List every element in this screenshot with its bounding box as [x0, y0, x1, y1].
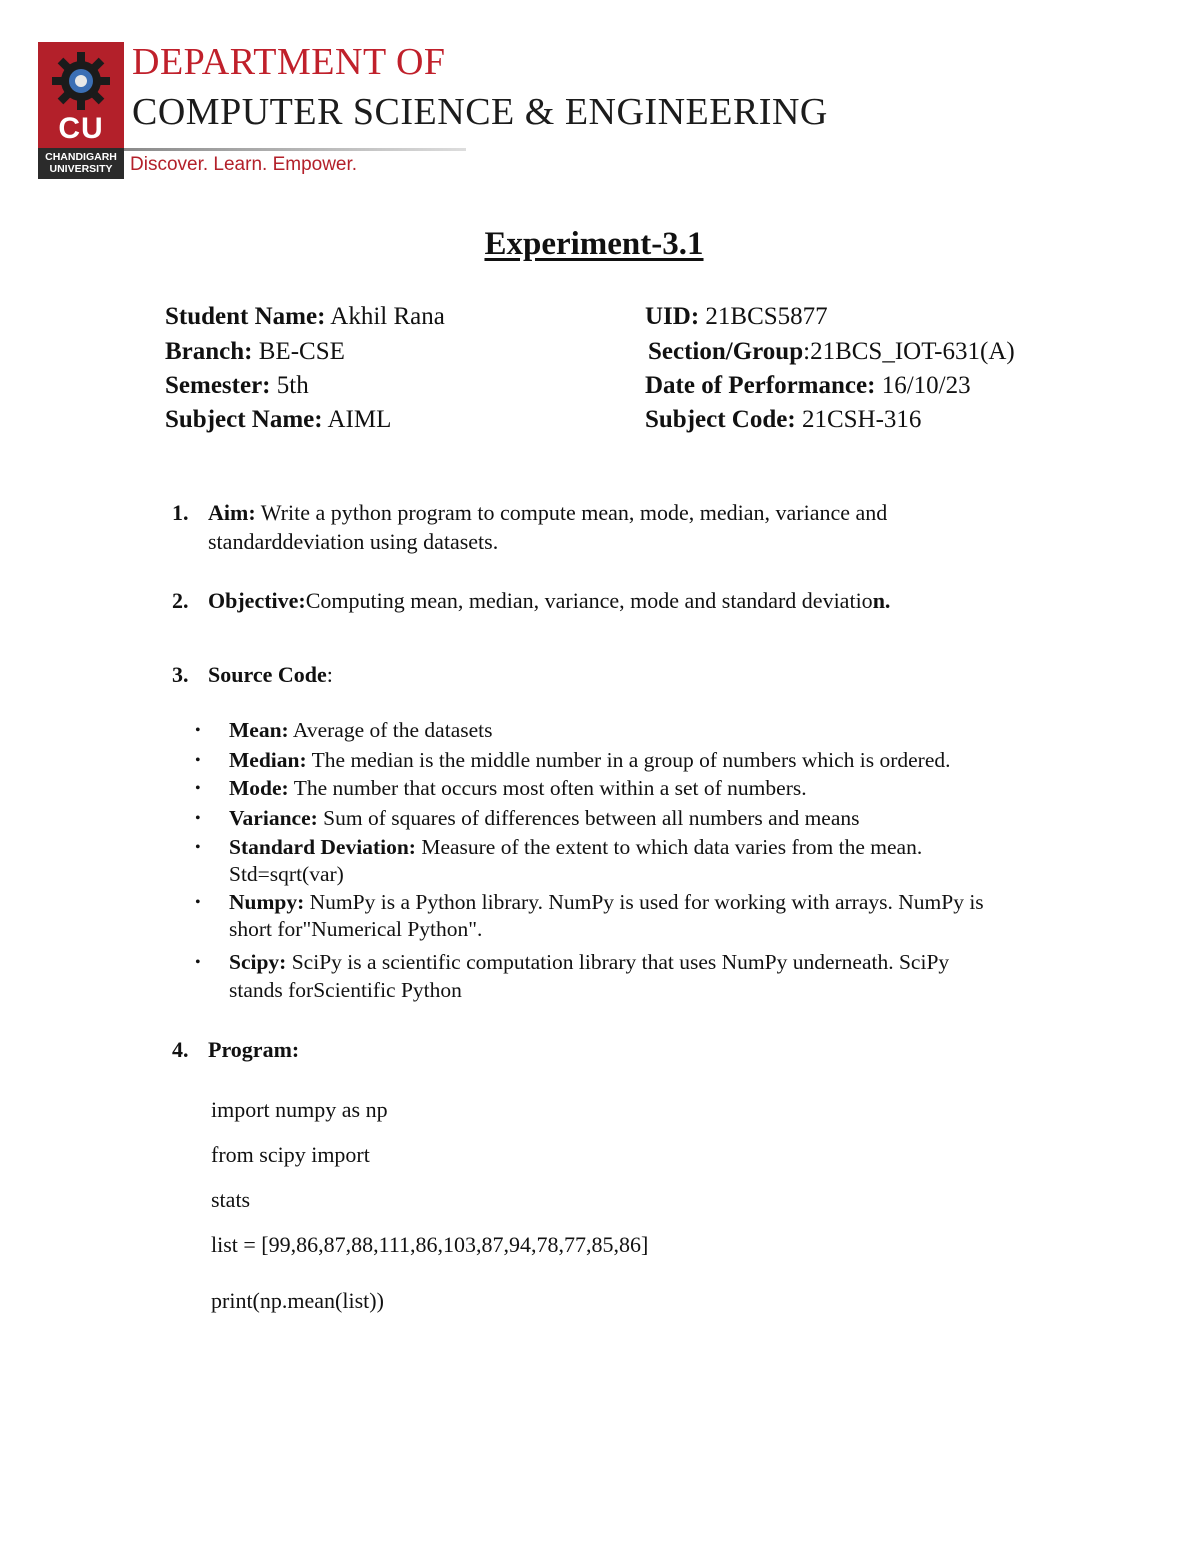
uid-value: 21BCS5877 — [705, 303, 828, 330]
code-line: list = [99,86,87,88,111,86,103,87,94,78,77,85,86] — [211, 1232, 649, 1257]
objective-number: 2. — [172, 588, 189, 613]
department-title-line2: COMPUTER SCIENCE & ENGINEERING — [132, 91, 828, 133]
branch-row — [165, 338, 345, 366]
bullet-continuation: short for"Numerical Python". — [229, 917, 483, 941]
department-title-line1: DEPARTMENT OF — [132, 41, 446, 83]
objective-section — [172, 588, 890, 614]
program-section — [172, 1037, 299, 1063]
uid-label: UID: — [645, 303, 700, 330]
bullet-term: Standard Deviation: — [229, 835, 416, 859]
branch-value: BE-CSE — [258, 338, 345, 365]
subject-code-row — [645, 406, 921, 434]
bullet-text: The number that occurs most often within a set of numbers. — [293, 776, 807, 800]
logo-name-bar — [38, 148, 124, 179]
date-label: Date of Performance: — [645, 372, 876, 399]
bullet-text: Sum of squares of differences between all numbers and means — [323, 806, 860, 830]
code-line: stats — [211, 1187, 251, 1212]
bullet-icon: • — [195, 722, 201, 739]
aim-text-line2: standarddeviation using datasets. — [208, 529, 499, 554]
bullet-scipy — [195, 950, 949, 975]
aim-section — [172, 500, 887, 526]
section-row — [648, 338, 1015, 366]
logo-mark: CU — [58, 112, 104, 145]
semester-label: Semester: — [165, 372, 271, 399]
bullet-icon: • — [195, 894, 201, 911]
bullet-numpy — [195, 890, 984, 915]
experiment-title — [0, 226, 1188, 263]
bullet-text: Average of the datasets — [292, 718, 493, 742]
semester-row — [165, 372, 309, 400]
bullet-continuation: stands forScientific Python — [229, 978, 462, 1002]
bullet-icon: • — [195, 810, 201, 827]
logo-name-line1: CHANDIGARH — [45, 151, 117, 163]
program-label: Program: — [208, 1037, 300, 1062]
code-line: print(np.mean(list)) — [211, 1288, 384, 1313]
experiment-title-text: Experiment-3.1 — [484, 226, 704, 262]
objective-label: Objective: — [208, 588, 306, 613]
aim-label: Aim: — [208, 500, 256, 525]
bullet-term: Numpy: — [229, 890, 305, 914]
bullet-term: Mean: — [229, 718, 289, 742]
bullet-text: Measure of the extent to which data varies from the mean. — [421, 835, 923, 859]
bullet-icon: • — [195, 780, 201, 797]
header-divider — [124, 148, 466, 151]
aim-number: 1. — [172, 500, 189, 525]
gear-emblem-icon — [48, 48, 114, 114]
bullet-icon: • — [195, 954, 201, 971]
source-code-number: 3. — [172, 662, 189, 687]
bullet-variance — [195, 806, 860, 831]
bullet-text: The median is the middle number in a group of numbers which is ordered. — [311, 748, 951, 772]
objective-text: Computing mean, median, variance, mode and standard deviatio — [305, 588, 873, 613]
objective-text-tail: n. — [872, 588, 891, 613]
aim-text-line1: Write a python program to compute mean, mode, median, variance and — [260, 500, 888, 525]
semester-value: 5th — [276, 372, 309, 399]
student-name-label: Student Name: — [165, 303, 326, 330]
bullet-icon: • — [195, 839, 201, 856]
program-number: 4. — [172, 1037, 189, 1062]
source-code-colon: : — [326, 662, 333, 687]
subject-name-row — [165, 406, 391, 434]
bullet-text: SciPy is a scientific computation library that uses NumPy underneath. SciPy — [291, 950, 950, 974]
uid-row — [645, 303, 828, 331]
university-tagline: Discover. Learn. Empower. — [130, 154, 358, 175]
bullet-term: Scipy: — [229, 950, 287, 974]
bullet-continuation: Std=sqrt(var) — [229, 862, 344, 886]
section-label: Section/Group — [648, 338, 804, 365]
bullet-mode — [195, 776, 807, 801]
university-logo — [38, 42, 124, 179]
source-code-label: Source Code — [208, 662, 327, 687]
subject-name-value: AIML — [327, 406, 392, 433]
bullet-term: Mode: — [229, 776, 289, 800]
branch-label: Branch: — [165, 338, 253, 365]
bullet-mean — [195, 718, 493, 743]
bullet-text: NumPy is a Python library. NumPy is used for working with arrays. NumPy is — [309, 890, 984, 914]
subject-name-label: Subject Name: — [165, 406, 323, 433]
date-value: 16/10/23 — [881, 372, 971, 399]
bullet-standard-deviation — [195, 835, 922, 860]
code-line: import numpy as np — [211, 1097, 388, 1122]
logo-name-line2: UNIVERSITY — [49, 163, 113, 175]
subject-code-label: Subject Code: — [645, 406, 796, 433]
bullet-median — [195, 748, 951, 773]
bullet-icon: • — [195, 752, 201, 769]
code-line: from scipy import — [211, 1142, 370, 1167]
student-name-value: Akhil Rana — [330, 303, 445, 330]
bullet-term: Median: — [229, 748, 307, 772]
bullet-term: Variance: — [229, 806, 318, 830]
subject-code-value: 21CSH-316 — [801, 406, 922, 433]
student-name-row — [165, 303, 445, 331]
source-code-section — [172, 662, 333, 688]
date-row — [645, 372, 971, 400]
section-value: :21BCS_IOT-631(A) — [803, 338, 1015, 365]
